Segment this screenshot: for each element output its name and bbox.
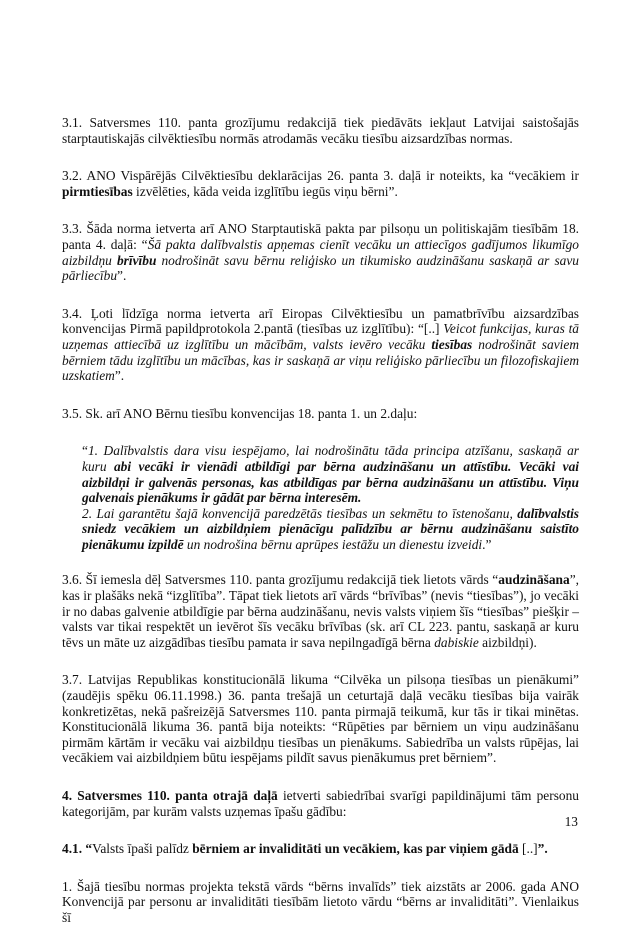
italic-text: Šā pakta dalībvalstis apņemas cienīt vecāku un attiecīgos gadījumos likumīgo aizbildņu — [62, 236, 579, 268]
text-run: 3.6. Šī iemesla dēļ Satversmes 110. panta grozījumu redakcijā tiek lietots vārds “ — [62, 572, 499, 588]
italic-text: un nodrošina bērnu aprūpes iestāžu un dienestu izveidi — [183, 536, 483, 552]
text-run: [..] — [518, 841, 538, 857]
italic-text: dabiskie — [434, 634, 479, 650]
text-run: 3.5. Sk. arī ANO Bērnu tiesību konvencijas 18. panta 1. un 2.daļu: — [62, 405, 418, 421]
text-run: 3.7. Latvijas Republikas konstitucionālā likuma “Cilvēka un pilsoņa tiesības un pienākumi” (zaudējis spēku 06.11.1998.) 36. panta trešajā un ceturtajā daļā vecāku tiesības bija vairāk konkretizētas, nekā pašreizējā Satversmes 110. panta pirmajā teikumā, kur tās ir tikai minētas. Konstitucionālā likuma 36. pantā bija noteikts: “Rūpēties par bērniem un viņu audzināšanu pirmām kārtām ir vecāku vai aizbildņu tiesības un pienākums. Sabiedrība un valsts rūpējas, lai vecākiem vai aizbildņiem būtu iespējams pildīt savus pienākumus pret bērniem”. — [62, 672, 579, 766]
bold-text: bērniem ar invaliditāti un vecākiem, kas par viņiem gādā — [192, 841, 519, 857]
bold-italic-text: dalībvalstis sniedz vecākiem un aizbildņiem pienācīgu palīdzību ar bērnu audzināšanu saistīto pienākumu izpildē — [82, 505, 579, 552]
bold-text: audzināšana — [498, 572, 570, 588]
text-run: ”. — [117, 268, 127, 284]
text-run: izvēlēties, kāda veida izglītību iegūs viņu bērni”. — [132, 183, 398, 199]
document-page — [62, 115, 579, 948]
italic-text: nodrošināt savu bērnu reliģisko un tikumisko audzināšanu saskaņā ar savu pārliecību — [62, 252, 579, 284]
paragraph-3-4 — [62, 306, 579, 384]
text-run: ”. — [114, 368, 125, 384]
italic-text: Veicot funkcijas, kuras tā uzņemas attiecībā uz izglītību un mācībām, valsts ievēro vecāku — [62, 321, 580, 352]
text-run: ietverti sabiedrībai svarīgi papildinājumi tām personu kategorijām, par kurām valsts uzņemas īpašu gādību: — [62, 788, 579, 819]
text-run: 3.2. ANO Vispārējās Cilvēktiesību deklarācijas 26. panta 3. daļā ir noteikts, ka “vecākiem ir — [62, 168, 579, 184]
text-run: 1. Šajā tiesību normas projekta tekstā vārds “bērns invalīds” tiek aizstāts ar 2006. gada ANO Konvencijā par personu ar invaliditāti tiesībām lietoto vārdu “bērns ar invaliditāti”. Vienlaikus šī — [62, 878, 579, 925]
text-run: ”, kas ir plašāks nekā “izglītība”. Tāpat tiek lietots arī vārds “brīvības” (nevis “tiesības”), jo vecāki ir no dabas galvenie atbildīgie par bērna audzināšanu, nevis valsts viņiem šīs “tiesības” piešķir – valsts var tikai respektēt un ievērot šīs vecāku brīvības (sk. arī CL 223. pantu, saskaņā ar kuru tēvs un māte uz aizgādības tiesību pamata ir sava nepilngadīgā bērna — [62, 572, 579, 650]
text-run: Valsts īpaši palīdz — [92, 841, 193, 857]
text-run: 3.3. Šāda norma ietverta arī ANO Starptautiskā pakta par pilsoņu un politiskajām tiesībām 18. panta 4. daļā: “ — [62, 221, 579, 252]
bold-text: 4. Satversmes 110. panta otrajā daļā — [62, 788, 278, 803]
italic-text: 2. Lai garantētu šajā konvencijā paredzētās tiesības un sekmētu to īstenošanu, — [82, 505, 518, 521]
paragraph-3-2 — [62, 168, 579, 199]
bold-italic-text: abi vecāki ir vienādi atbildīgi par bērna audzināšanu un attīstību. Vecāki vai aizbildņi ir galvenās personas, kas atbildīgas par bērna audzināšanu un attīstību. Viņu galvenais pienākums ir gādāt par bērna interesēm. — [82, 458, 580, 506]
paragraph-1 — [62, 879, 579, 926]
paragraph-3-3 — [62, 221, 579, 283]
text-run: .” — [482, 536, 492, 552]
bold-text: 4.1. “ — [62, 841, 93, 857]
block-quote — [82, 443, 579, 552]
paragraph-4 — [62, 788, 579, 819]
text-run: 3.4. Ļoti līdzīga norma ietverta arī Eiropas Cilvēktiesību un pamatbrīvību aizsardzības konvencijas Pirmā papildprotokola 2.pantā (tiesības uz izglītību): “[..] — [62, 305, 579, 337]
bold-italic-text: tiesības — [431, 336, 473, 352]
italic-text: nodrošināt saviem bērniem tādu izglītību un mācības, kas ir saskaņā ar viņu reliģisko pārliecību un filozofiskajiem uzskatiem — [62, 336, 579, 384]
italic-text: 1. Dalībvalstis dara visu iespējamo, lai nodrošinātu tāda principa atzīšanu, saskaņā ar kuru — [82, 443, 579, 474]
paragraph-3-7 — [62, 672, 579, 766]
paragraph-3-5 — [62, 406, 579, 422]
text-run: 3.1. Satversmes 110. panta grozījumu redakcijā tiek piedāvāts iekļaut Latvijai saistošajās starptautiskajās cilvēktiesību normās atrodamās vecāku tiesību aizsardzības normas. — [62, 115, 579, 146]
paragraph-4-1 — [62, 841, 579, 857]
text-run: “ — [82, 443, 88, 459]
bold-text: pirmtiesības — [62, 183, 133, 199]
bold-text: ”. — [537, 841, 548, 857]
page-number: 13 — [564, 814, 578, 829]
bold-italic-text: brīvību — [116, 252, 157, 268]
paragraph-3-6 — [62, 572, 579, 650]
paragraph-3-1 — [62, 115, 579, 146]
text-run: aizbildņi). — [478, 634, 537, 650]
